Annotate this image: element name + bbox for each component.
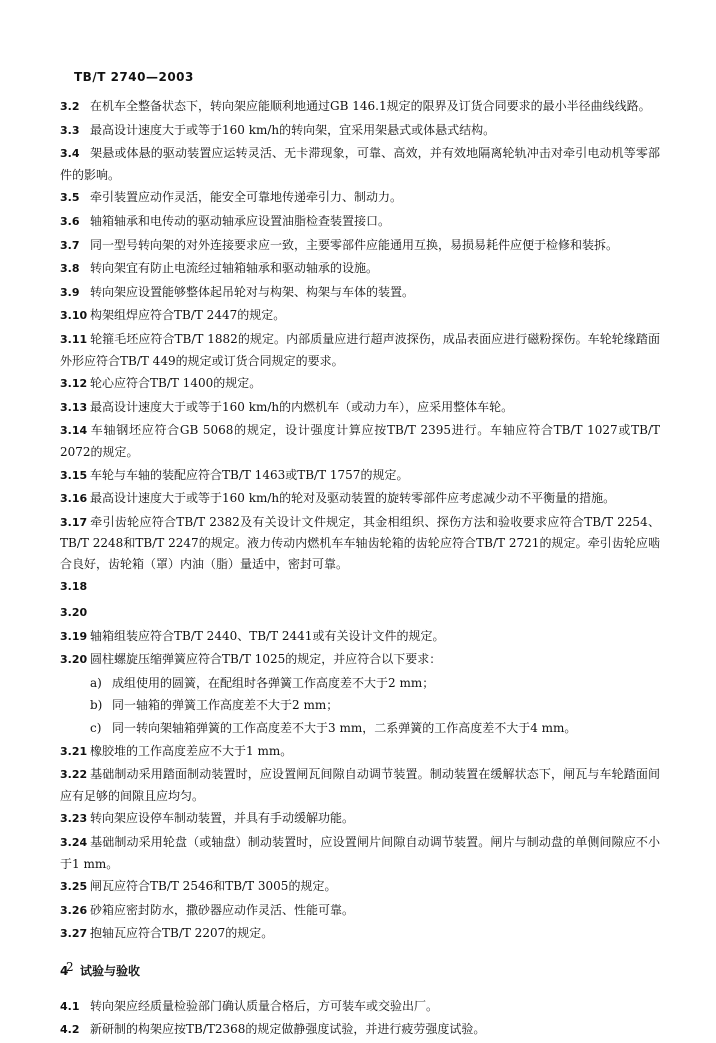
clause: 3.6 轴箱轴承和电传动的驱动轴承应设置油脂检查装置接口。 — [60, 213, 391, 228]
clause: 3.13 最高设计速度大于或等于160 km/h的内燃机车（或动力车），应采用整体车轮。 — [60, 399, 514, 414]
clause: 4.2 新研制的构架应按TB/T2368的规定做静强度试验，并进行疲劳强度试验。 — [60, 1022, 486, 1037]
clause: 3.25 闸瓦应符合TB/T 2546和TB/T 3005的规定。 — [60, 879, 337, 894]
list-item: c) 同一转向架轴箱弹簧的工作高度差不大于3 mm，二系弹簧的工作高度差不大于4 mm。 — [90, 721, 577, 736]
clause: 3.4 架悬或体悬的驱动装置应运转灵活、无卡滞现象，可靠、高效，并有效地隔离轮轨冲击对牵引电动机等零部件的影响。 — [60, 146, 660, 182]
standard-header: TB/T 2740—2003 — [74, 70, 194, 84]
clause: 3.3 最高设计速度大于或等于160 km/h的转向架，宜采用架悬式或体悬式结构。 — [60, 122, 496, 137]
clause: 3.10 构架组焊应符合TB/T 2447的规定。 — [60, 308, 286, 323]
clause: 3.18 — [60, 580, 88, 594]
clause: 3.20 圆柱螺旋压缩弹簧应符合TB/T 1025的规定，并应符合以下要求： — [60, 652, 442, 667]
clause: 3.22 基础制动采用踏面制动装置时，应设置闸瓦间隙自动调节装置。制动装置在缓解状态下，闸瓦与车轮踏面间应有足够的间隙且应均匀。 — [60, 767, 660, 803]
clause: 3.26 砂箱应密封防水，撒砂器应动作灵活、性能可靠。 — [60, 902, 355, 917]
page-number: 2 — [66, 960, 74, 974]
clause: 3.23 转向架应设停车制动装置，并具有手动缓解功能。 — [60, 811, 355, 826]
clause: 4.1 转向架应经质量检验部门确认质量合格后，方可装车或交验出厂。 — [60, 998, 439, 1013]
clause: 3.11 轮箍毛坯应符合TB/T 1882的规定。内部质量应进行超声波探伤，成品表面应进行磁粉探伤。车轮轮缘踏面外形应符合TB/T 449的规定或订货合同规定的要求。 — [60, 331, 660, 368]
clause: 3.17 牵引齿轮应符合TB/T 2382及有关设计文件规定，其金相组织、探伤方法和验收要求应符合TB/T 2254、TB/T 2248和TB/T 2247的规定。液力传动内燃机车车轴齿轮箱的齿轮应符合TB/T 2721的规定。牵引齿轮应啮合良好，齿轮箱（罩）内油（脂）量适中，密封可靠。 — [60, 514, 660, 571]
clause: 3.21 橡胶堆的工作高度差应不大于1 mm。 — [60, 743, 293, 758]
clause: 3.5 牵引装置应动作灵活，能安全可靠地传递牵引力、制动力。 — [60, 190, 403, 205]
clause: 3.24 基础制动采用轮盘（或轴盘）制动装置时，应设置闸片间隙自动调节装置。闸片与制动盘的单侧间隙应不小于1 mm。 — [60, 835, 660, 871]
clause: 3.8 转向架宜有防止电流经过轴箱轴承和驱动轴承的设施。 — [60, 261, 379, 276]
list-item: a) 成组使用的圆簧，在配组时各弹簧工作高度差不大于2 mm； — [90, 675, 435, 690]
section-heading: 4 试验与验收 — [60, 963, 141, 978]
clause: 3.14 车轴钢坯应符合GB 5068的规定，设计强度计算应按TB/T 2395进行。车轴应符合TB/T 1027或TB/T 2072的规定。 — [60, 423, 660, 459]
clause: 3.15 车轮与车轴的装配应符合TB/T 1463或TB/T 1757的规定。 — [60, 467, 409, 482]
clause-3-18: 3.20 — [60, 606, 88, 620]
clause: 3.7 同一型号转向架的对外连接要求应一致，主要零部件应能通用互换，易损易耗件应便于检修和装拆。 — [60, 237, 619, 252]
clause: 3.9 转向架应设置能够整体起吊轮对与构架、构架与车体的装置。 — [60, 284, 415, 299]
clause: 3.16 最高设计速度大于或等于160 km/h的轮对及驱动装置的旋转零部件应考虑减少动不平衡量的措施。 — [60, 491, 616, 506]
list-item: b) 同一轴箱的弹簧工作高度差不大于2 mm； — [90, 698, 339, 713]
clause: 3.12 轮心应符合TB/T 1400的规定。 — [60, 376, 262, 391]
document-body — [60, 96, 660, 1043]
clause: 3.19 轴箱组装应符合TB/T 2440、TB/T 2441或有关设计文件的规定。 — [60, 628, 445, 643]
clause: 3.2 在机车全整备状态下，转向架应能顺利地通过GB 146.1规定的限界及订货合同要求的最小半径曲线线路。 — [60, 99, 651, 113]
clause: 3.27 抱轴瓦应符合TB/T 2207的规定。 — [60, 926, 274, 941]
